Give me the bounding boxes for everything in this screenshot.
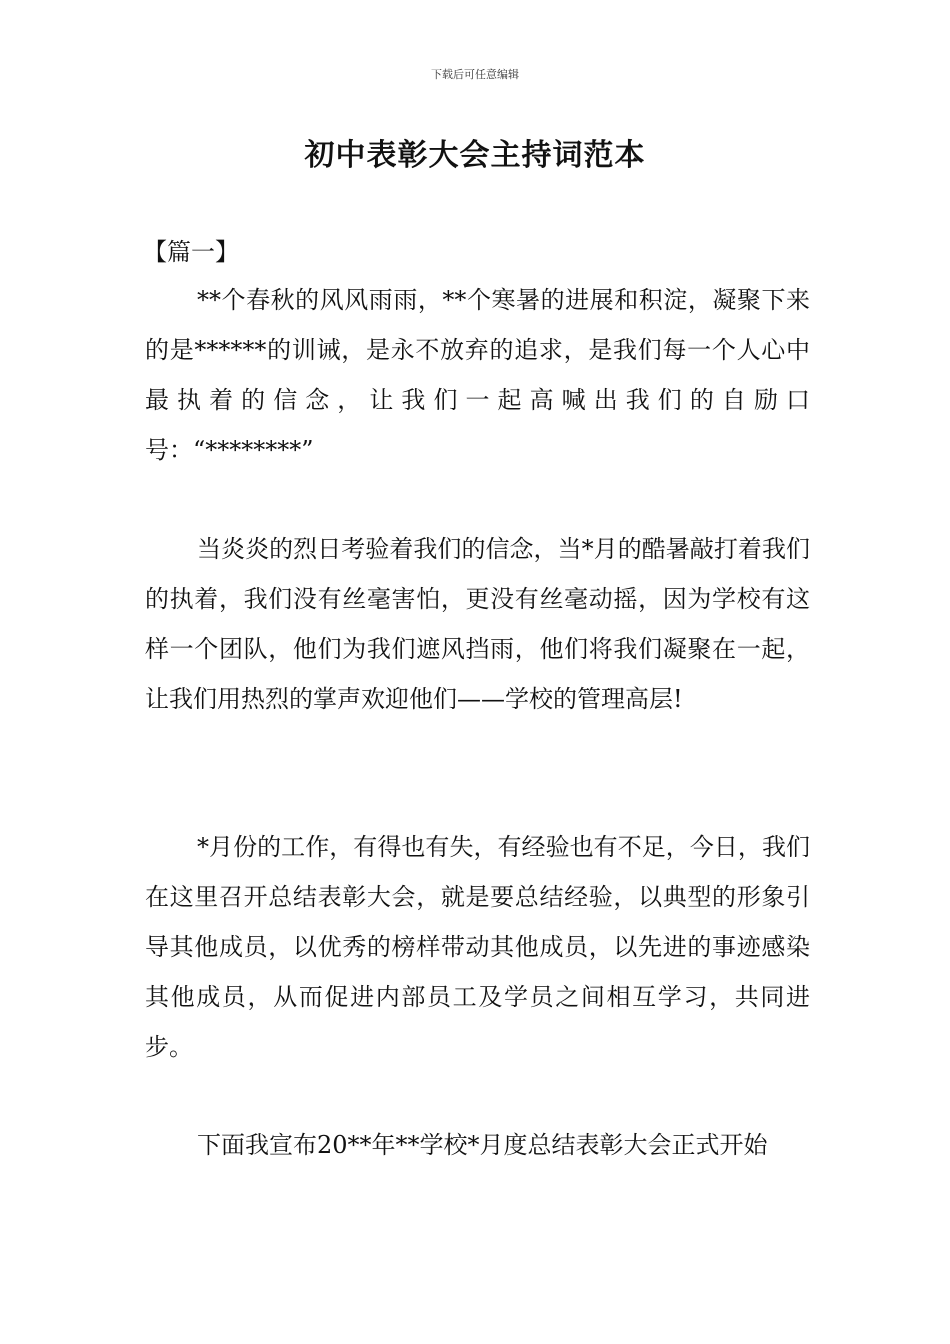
- page-header-note: 下载后可任意编辑: [431, 68, 519, 81]
- paragraph-3: *月份的工作，有得也有失，有经验也有不足，今日，我们在这里召开总结表彰大会，就是要总结经验，以典型的形象引导其他成员，以优秀的榜样带动其他成员，以先进的事迹感染其他成员，从而促进内部员工及学员之间相互学习，共同进步。: [145, 833, 810, 1061]
- paragraph-2: 当炎炎的烈日考验着我们的信念，当*月的酷暑敲打着我们的执着，我们没有丝毫害怕，更没有丝毫动摇，因为学校有这样一个团队，他们为我们遮风挡雨，他们将我们凝聚在一起，让我们用热烈的掌声欢迎他们——学校的管理高层!: [145, 535, 810, 713]
- document-title: 初中表彰大会主持词范本: [304, 138, 646, 173]
- paragraph-1: **个春秋的风风雨雨，**个寒暑的进展和积淀，凝聚下来的是******的训诫，是永不放弃的追求，是我们每一个人心中最执着的信念，让我们一起高喊出我们的自励口号：“********”: [145, 286, 810, 464]
- paragraph-4: 下面我宣布20**年**学校*月度总结表彰大会正式开始: [197, 1131, 768, 1159]
- section-label: 【篇一】: [143, 238, 239, 266]
